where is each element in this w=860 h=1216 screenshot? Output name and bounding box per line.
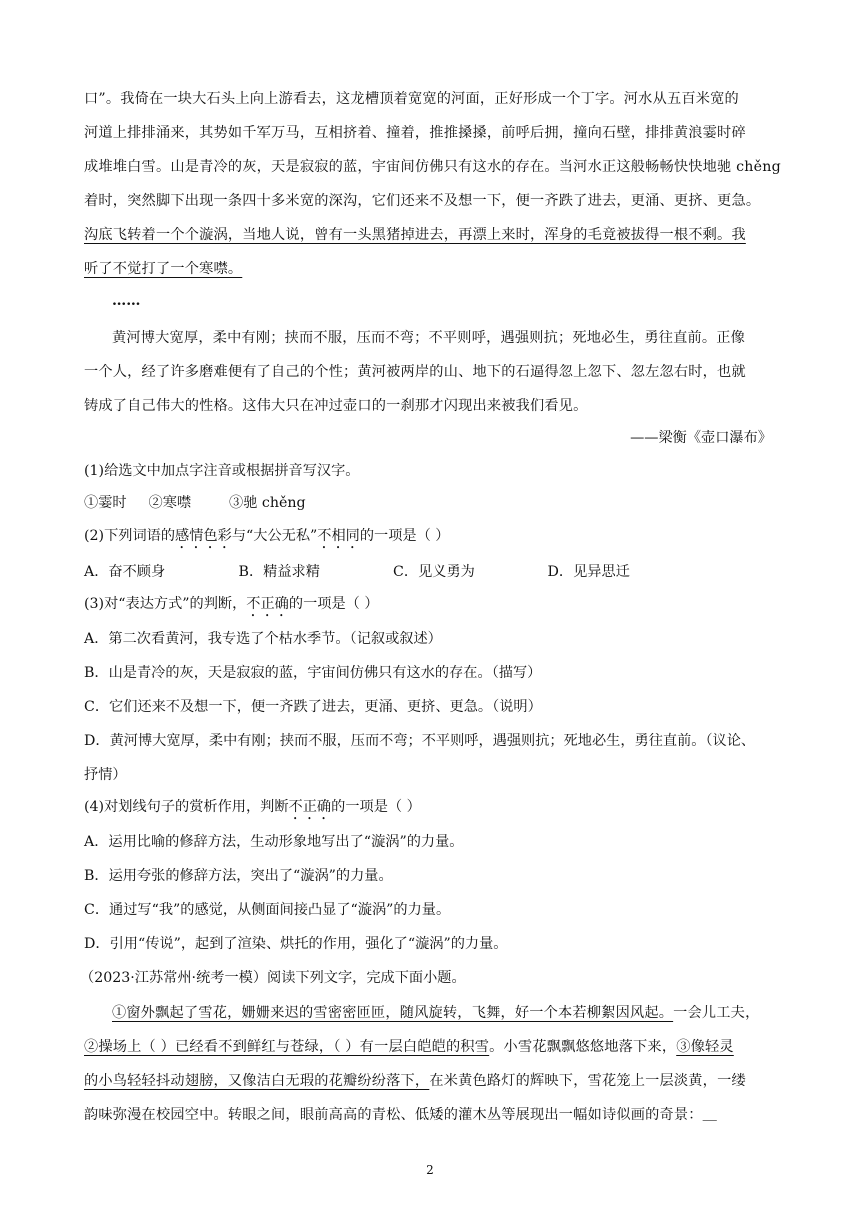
underlined-sentence-3-cont: 的小鸟轻轻抖动翅膀，又像洁白无瑕的花瓣纷纷落下，	[84, 1073, 430, 1089]
section-2-line	[84, 1030, 784, 1064]
source-citation: ——梁衡《壶口瀑布》	[630, 430, 772, 446]
q4-stem-part: (4)对划线句子的赏析作用，判断	[84, 799, 289, 815]
passage-line: 着时，突然脚下出现一条四十多米宽的深沟，它们还来不及想一下，便一齐跌了进去，更涌、更挤、更急。	[84, 193, 761, 209]
section-2-line	[112, 996, 812, 1030]
plain-text: 。小雪花飘飘悠悠地落下来，	[489, 1039, 677, 1055]
q4-dotted-text: 不正确	[288, 799, 332, 815]
q3-option-b: B．山是青冷的灰，天是寂寂的蓝，宇宙间仿佛只有这水的存在。（描写）	[84, 665, 542, 681]
q3-option-d: D．黄河博大宽厚，柔中有刚；挟而不服，压而不弯；不平则呼，遇强则抗；死地必生，勇往直前。（议论、	[84, 733, 756, 749]
section-2-intro: （2023·江苏常州·统考一模）阅读下列文字，完成下面小题。	[80, 970, 466, 986]
q1-item-c: ③驰 chěng	[229, 495, 306, 511]
underlined-sentence-1: ①窗外飘起了雪花，姗姗来迟的雪密密匝匝，随风旋转，飞舞，好一个本若柳絮因风起。	[112, 1005, 674, 1021]
q3-option-a: A．第二次看黄河，我专选了个枯水季节。（记叙或叙述）	[84, 631, 442, 647]
underlined-sentence-3: ③像轻灵	[676, 1039, 734, 1055]
q4-option-d: D．引用“传说”，起到了渲染、烘托的作用，强化了“漩涡”的力量。	[84, 936, 508, 952]
question-1-stem: (1)给选文中加点字注音或根据拼音写汉字。	[84, 463, 360, 479]
q2-option-b: B．精益求精	[238, 564, 320, 580]
q2-option-a: A．奋不顾身	[84, 564, 166, 580]
q4-option-a: A．运用比喻的修辞方法，生动形象地写出了“漩涡”的力量。	[84, 834, 464, 850]
passage-line: 黄河博大宽厚，柔中有刚；挟而不服，压而不弯；不平则呼，遇强则抗；死地必生，勇往直前。正像	[112, 330, 746, 346]
q3-option-c: C．它们还来不及想一下，便一齐跌了进去，更涌、更挤、更急。（说明）	[84, 699, 542, 715]
section-2-line	[84, 1064, 784, 1098]
passage-line: 铸成了自己伟大的性格。这伟大只在冲过壶口的一刹那才闪现出来被我们看见。	[84, 398, 588, 414]
q2-dotted-text: 感情色彩	[175, 528, 232, 544]
q4-stem-part: 的一项是（ ）	[331, 799, 421, 815]
q3-stem-part: 的一项是（ ）	[288, 596, 379, 612]
question-2-stem	[84, 519, 784, 553]
q3-option-d-cont: 抒情）	[84, 767, 127, 783]
passage-line: 一个人，经了许多磨难便有了自己的个性；黄河被两岸的山、地下的石逼得忽上忽下、忽左忽右时，也就	[84, 364, 746, 380]
q1-item-b: ②寒噤	[148, 495, 192, 511]
q3-stem-part: (3)对“表达方式”的判断，	[84, 596, 247, 612]
question-1-items	[84, 486, 784, 520]
q4-option-c: C．通过写“我”的感觉，从侧面间接凸显了“漩涡”的力量。	[84, 902, 451, 918]
q2-option-d: D．见异思迁	[547, 564, 630, 580]
passage-line: 成堆堆白雪。山是青冷的灰，天是寂寂的蓝，宇宙间仿佛只有这水的存在。当河水正这般畅畅快快地驰 chěng	[84, 159, 781, 175]
underlined-sentence-2: ②操场上（ ）已经看不到鲜红与苍绿，（ ）有一层白皑皑的积雪	[84, 1039, 490, 1055]
plain-text: 一会儿工夫，	[673, 1005, 760, 1021]
underlined-sentence: 沟底飞转着一个个漩涡，当地人说，曾有一头黑猪掉进去，再漂上来时，浑身的毛竟被拔得一根不剩。我	[84, 227, 746, 243]
section-2-line: 韵味弥漫在校园空中。转眼之间，眼前高高的青松、低矮的灌木丛等展现出一幅如诗似画的奇景：＿	[84, 1107, 718, 1123]
question-3-stem	[84, 587, 784, 621]
plain-text: 在米黄色路灯的辉映下，雪花笼上一层淡黄，一缕	[429, 1073, 746, 1089]
q4-option-b: B．运用夸张的修辞方法，突出了“漩涡”的力量。	[84, 868, 393, 884]
underlined-sentence: 听了不觉打了一个寒噤。	[84, 261, 243, 277]
q2-stem-part: (2)下列词语的	[84, 528, 176, 544]
q1-item-a: ①霎时	[84, 495, 127, 511]
question-2-options	[84, 555, 784, 589]
q2-stem-part: 与“大公无私”	[231, 528, 318, 544]
ellipsis: ……	[112, 293, 141, 309]
q2-dotted-text: 不相同	[317, 528, 360, 544]
q3-dotted-text: 不正确	[246, 596, 289, 612]
passage-line: 河道上排排涌来，其势如千军万马，互相挤着、撞着，推推搡搡，前呼后拥，撞向石壁，排排黄浪霎时碎	[84, 125, 746, 141]
question-4-stem	[84, 790, 784, 824]
page-number: 2	[426, 1163, 434, 1177]
q2-option-c: C．见义勇为	[393, 564, 475, 580]
passage-line: 口”。我倚在一块大石头上向上游看去，这龙槽顶着宽宽的河面，正好形成一个丁字。河水从五百米宽的	[84, 91, 739, 107]
q2-stem-part: 的一项是（ ）	[359, 528, 450, 544]
